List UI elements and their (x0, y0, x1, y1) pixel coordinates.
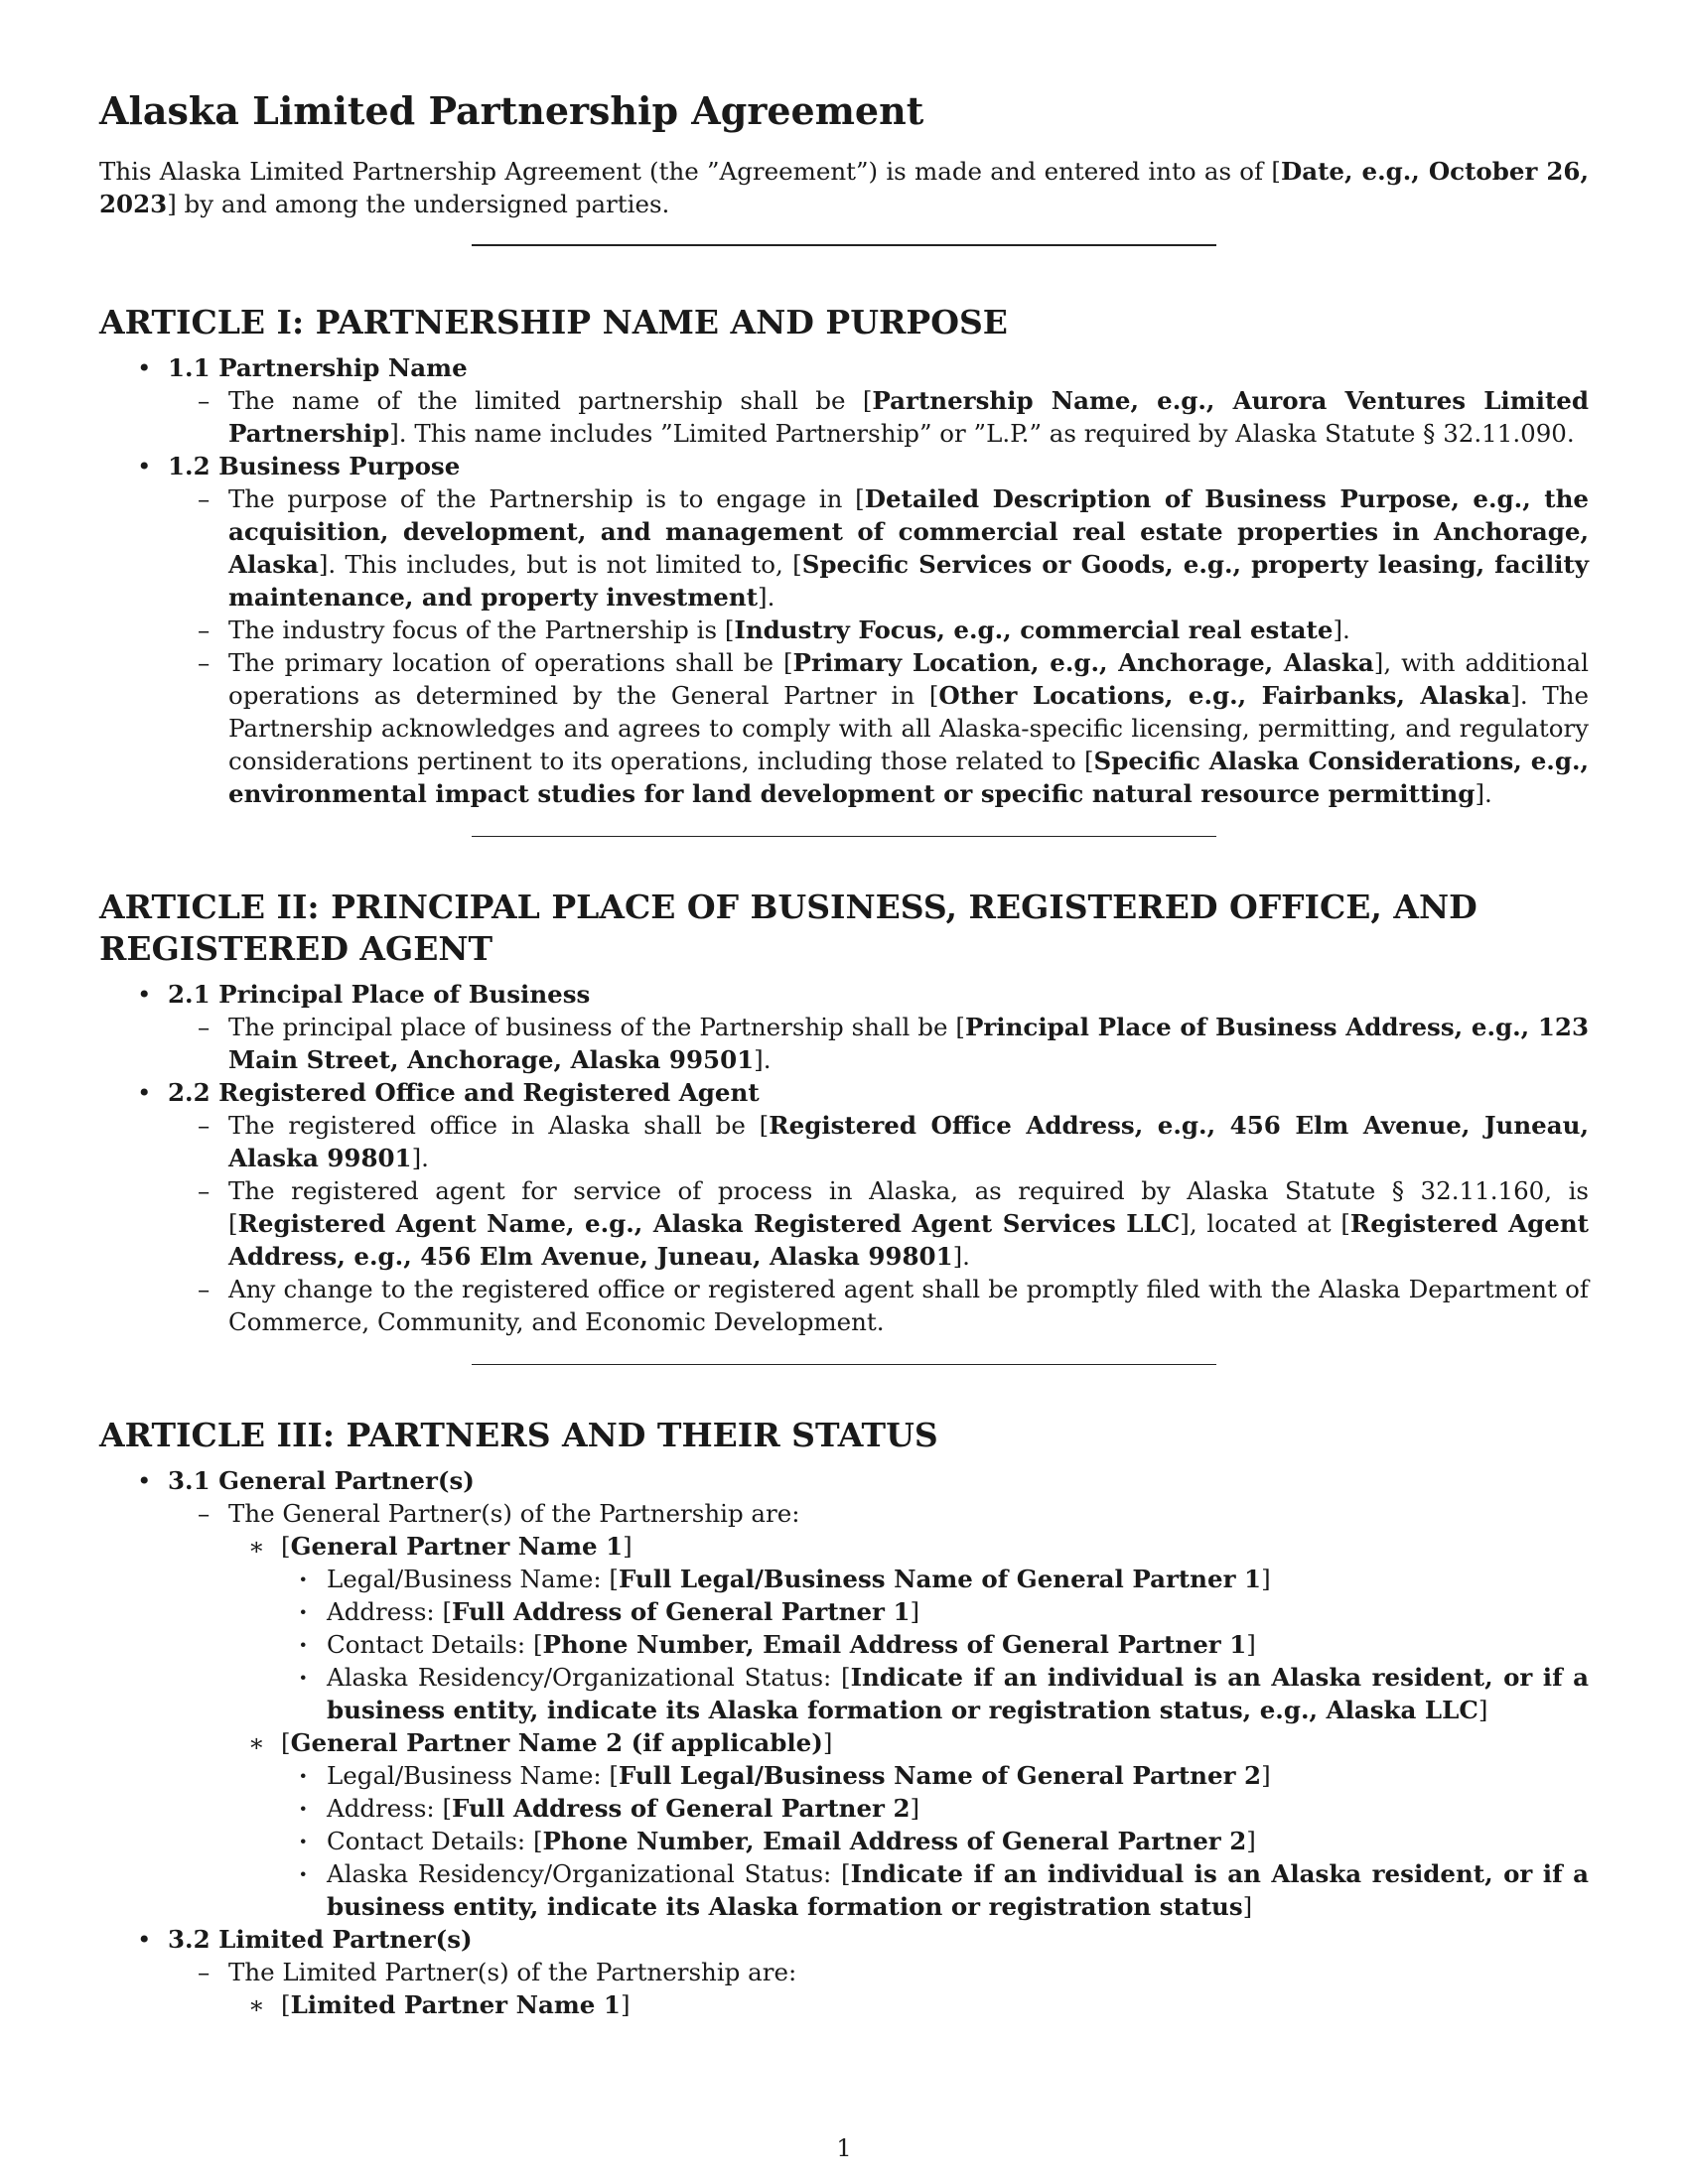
page-number: 1 (836, 2134, 852, 2162)
document-page (99, 87, 1589, 2021)
detail-label: Legal/Business Name: [ (327, 1761, 619, 1790)
section-1-1-heading: 1.1 Partnership Name (168, 353, 468, 382)
list-item (168, 646, 1589, 810)
item-text: The principal place of business of the Partnership shall be [ (228, 1013, 965, 1041)
limited-partner-1-name: Limited Partner Name 1 (290, 1990, 621, 2019)
list-item (168, 1497, 1589, 1923)
intro-paragraph (99, 155, 1589, 220)
list-item (168, 482, 1589, 614)
detail-item: · Alaska Residency/Organizational Status: [Indicate if an individual is an Alaska resident, or if a business entity, indicate its Alaska formation or registration status, e.g., Alaska LLC] (281, 1661, 1589, 1726)
detail-item: · Address: [Full Address of General Partner 1] (281, 1595, 1589, 1628)
detail-value: Full Address of General Partner 1 (452, 1597, 911, 1626)
section-divider (472, 1364, 1216, 1365)
detail-value: Phone Number, Email Address of General Partner 1 (542, 1630, 1247, 1659)
section-3-1 (99, 1464, 1589, 1923)
detail-item: · Legal/Business Name: [Full Legal/Business Name of General Partner 2] (281, 1759, 1589, 1792)
general-partner-1: ∗ [General Partner Name 1] · Legal/Business Name: [Full Legal/Business Name of General Partner 1] · Address: [Full Address of General Partner 1] · Contact Details: [Phone Number, Email Address of General Partner 1] · Alaska Residency/Organizational Status: [Indicate if an individual is an Alaska resident, or if a business entity, indicate its Alaska formation or registration status, e.g., Alaska LLC] (228, 1530, 1589, 1726)
item-text: Any change to the registered office or registered agent shall be promptly filed with the Alaska Department of Commerce, Community, and Economic Development. (228, 1275, 1589, 1336)
section-2-1 (99, 978, 1589, 1076)
detail-label: Address: [ (327, 1597, 453, 1626)
item-text: ]. (411, 1144, 429, 1172)
article-1-list (99, 351, 1589, 810)
section-1-2-heading: 1.2 Business Purpose (168, 452, 461, 480)
detail-label: Alaska Residency/Organizational Status: [ (327, 1859, 851, 1888)
section-3-2 (99, 1923, 1589, 2021)
article-1-heading: ARTICLE I: PARTNERSHIP NAME AND PURPOSE (99, 303, 1008, 341)
limited-partner-1: ∗ [Limited Partner Name 1] (228, 1988, 1589, 2021)
detail-label: Address: [ (327, 1794, 453, 1823)
general-partner-1-name: General Partner Name 1 (290, 1532, 624, 1561)
section-2-1-items (168, 1011, 1589, 1076)
limited-partner-list (228, 1988, 1589, 2021)
detail-value: Full Legal/Business Name of General Partner 1 (618, 1565, 1262, 1593)
article-3-list (99, 1464, 1589, 2021)
item-text: The name of the limited partnership shall be [ (228, 386, 873, 415)
item-text: ], located at [ (1180, 1209, 1350, 1238)
detail-value: Indicate if an individual is an Alaska resident, or if a business entity, indicate its Alaska formation or registration status, e.g., Alaska LLC (327, 1663, 1589, 1724)
item-text: The purpose of the Partnership is to engage in [ (228, 484, 865, 513)
section-2-2-items (168, 1109, 1589, 1338)
item-text: The Limited Partner(s) of the Partnership are: (228, 1958, 797, 1986)
intro-text-end: ] by and among the undersigned parties. (167, 190, 670, 218)
detail-label: Contact Details: [ (327, 1827, 543, 1855)
list-item (168, 1956, 1589, 2021)
section-1-1-items (168, 384, 1589, 450)
detail-label: Alaska Residency/Organizational Status: [ (327, 1663, 851, 1692)
section-1-2-items (168, 482, 1589, 810)
detail-value: Full Legal/Business Name of General Partner 2 (618, 1761, 1262, 1790)
item-text: ]. (952, 1242, 970, 1271)
section-2-1-heading: 2.1 Principal Place of Business (168, 980, 591, 1009)
general-partner-1-details (281, 1563, 1589, 1726)
article-2-heading: ARTICLE II: PRINCIPAL PLACE OF BUSINESS, REGISTERED OFFICE, AND REGISTERED AGENT (99, 887, 1477, 968)
detail-value: Full Address of General Partner 2 (452, 1794, 911, 1823)
list-item (168, 1011, 1589, 1076)
detail-label: Contact Details: [ (327, 1630, 543, 1659)
detail-item: · Alaska Residency/Organizational Status: [Indicate if an individual is an Alaska resident, or if a business entity, indicate its Alaska formation or registration status] (281, 1857, 1589, 1923)
intro-text-start: This Alaska Limited Partnership Agreement (the ”Agreement”) is made and entered into as of [ (99, 157, 1281, 186)
detail-item: · Address: [Full Address of General Partner 2] (281, 1792, 1589, 1825)
list-item (168, 614, 1589, 646)
primary-location-placeholder: Primary Location, e.g., Anchorage, Alaska (792, 648, 1374, 677)
item-text: ]. (1333, 615, 1350, 644)
business-purpose-placeholder: Detailed Description of Business Purpose, e.g., the acquisition, development, and management of commercial real estate properties in Anchorage, Alaska (228, 484, 1589, 579)
detail-item: · Contact Details: [Phone Number, Email Address of General Partner 1] (281, 1628, 1589, 1661)
general-partner-2-details (281, 1759, 1589, 1923)
item-text: The primary location of operations shall be [ (228, 648, 793, 677)
general-partner-list (228, 1530, 1589, 1923)
document-title: Alaska Limited Partnership Agreement (99, 88, 924, 133)
partnership-name-placeholder: Partnership Name, e.g., Aurora Ventures Limited Partnership (228, 386, 1590, 448)
section-3-2-heading: 3.2 Limited Partner(s) (168, 1925, 473, 1954)
article-2-list (99, 978, 1589, 1338)
section-2-2 (99, 1076, 1589, 1338)
item-text: The registered agent for service of process in Alaska, as required by Alaska Statute § 32.11.160, is [ (228, 1176, 1589, 1238)
detail-value: Indicate if an individual is an Alaska resident, or if a business entity, indicate its Alaska formation or registration status (327, 1859, 1589, 1921)
registered-office-placeholder: Registered Office Address, e.g., 456 Elm Avenue, Juneau, Alaska 99801 (228, 1111, 1589, 1172)
general-partner-2-name: General Partner Name 2 (if applicable) (290, 1728, 823, 1757)
list-item (168, 1109, 1589, 1174)
detail-item: · Legal/Business Name: [Full Legal/Business Name of General Partner 1] (281, 1563, 1589, 1595)
item-text: ]. (758, 583, 775, 612)
item-text: The General Partner(s) of the Partnership are: (228, 1499, 800, 1528)
item-text: ]. This name includes ”Limited Partnership” or ”L.P.” as required by Alaska Statute § 32.11.090. (389, 419, 1575, 448)
item-text: ], with additional operations as determined by the General Partner in [ (228, 648, 1590, 710)
section-divider (472, 244, 1216, 246)
section-divider (472, 836, 1216, 837)
general-partner-2: ∗ [General Partner Name 2 (if applicable)] · Legal/Business Name: [Full Legal/Business Name of General Partner 2] · Address: [Full Address of General Partner 2] · Contact Details: [Phone Number, Email Address of General Partner 2] · Alaska Residency/Organizational Status: [Indicate if an individual is an Alaska resident, or if a business entity, indicate its Alaska formation or registration status] (228, 1726, 1589, 1923)
item-text: ]. This includes, but is not limited to, [ (318, 550, 802, 579)
list-item (168, 1174, 1589, 1273)
alaska-considerations-placeholder: Specific Alaska Considerations, e.g., environmental impact studies for land development or specific natural resource permitting (228, 747, 1590, 808)
section-2-2-heading: 2.2 Registered Office and Registered Agent (168, 1078, 760, 1107)
other-locations-placeholder: Other Locations, e.g., Fairbanks, Alaska (938, 681, 1511, 710)
detail-label: Legal/Business Name: [ (327, 1565, 619, 1593)
registered-agent-address-placeholder: Registered Agent Address, e.g., 456 Elm Avenue, Juneau, Alaska 99801 (228, 1209, 1589, 1271)
item-text: ]. (754, 1045, 772, 1074)
item-text: ]. (1475, 779, 1492, 808)
section-3-1-items (168, 1497, 1589, 1923)
section-3-1-heading: 3.1 General Partner(s) (168, 1466, 475, 1495)
list-item (168, 384, 1589, 450)
section-3-2-items (168, 1956, 1589, 2021)
item-text: ]. The Partnership acknowledges and agrees to comply with all Alaska-specific licensing, permitting, and regulatory considerations pertinent to its operations, including those related to [ (228, 681, 1589, 775)
article-3-heading: ARTICLE III: PARTNERS AND THEIR STATUS (99, 1416, 938, 1454)
item-text: The registered office in Alaska shall be [ (228, 1111, 770, 1140)
list-item (168, 1273, 1589, 1338)
intro-date-placeholder: Date, e.g., October 26, 2023 (99, 157, 1589, 218)
principal-address-placeholder: Principal Place of Business Address, e.g., 123 Main Street, Anchorage, Alaska 99501 (228, 1013, 1589, 1074)
section-1-2 (99, 450, 1589, 810)
services-placeholder: Specific Services or Goods, e.g., property leasing, facility maintenance, and property investment (228, 550, 1589, 612)
detail-item: · Contact Details: [Phone Number, Email Address of General Partner 2] (281, 1825, 1589, 1857)
industry-focus-placeholder: Industry Focus, e.g., commercial real estate (734, 615, 1334, 644)
detail-value: Phone Number, Email Address of General Partner 2 (542, 1827, 1247, 1855)
item-text: The industry focus of the Partnership is [ (228, 615, 735, 644)
registered-agent-name-placeholder: Registered Agent Name, e.g., Alaska Registered Agent Services LLC (237, 1209, 1181, 1238)
section-1-1 (99, 351, 1589, 450)
